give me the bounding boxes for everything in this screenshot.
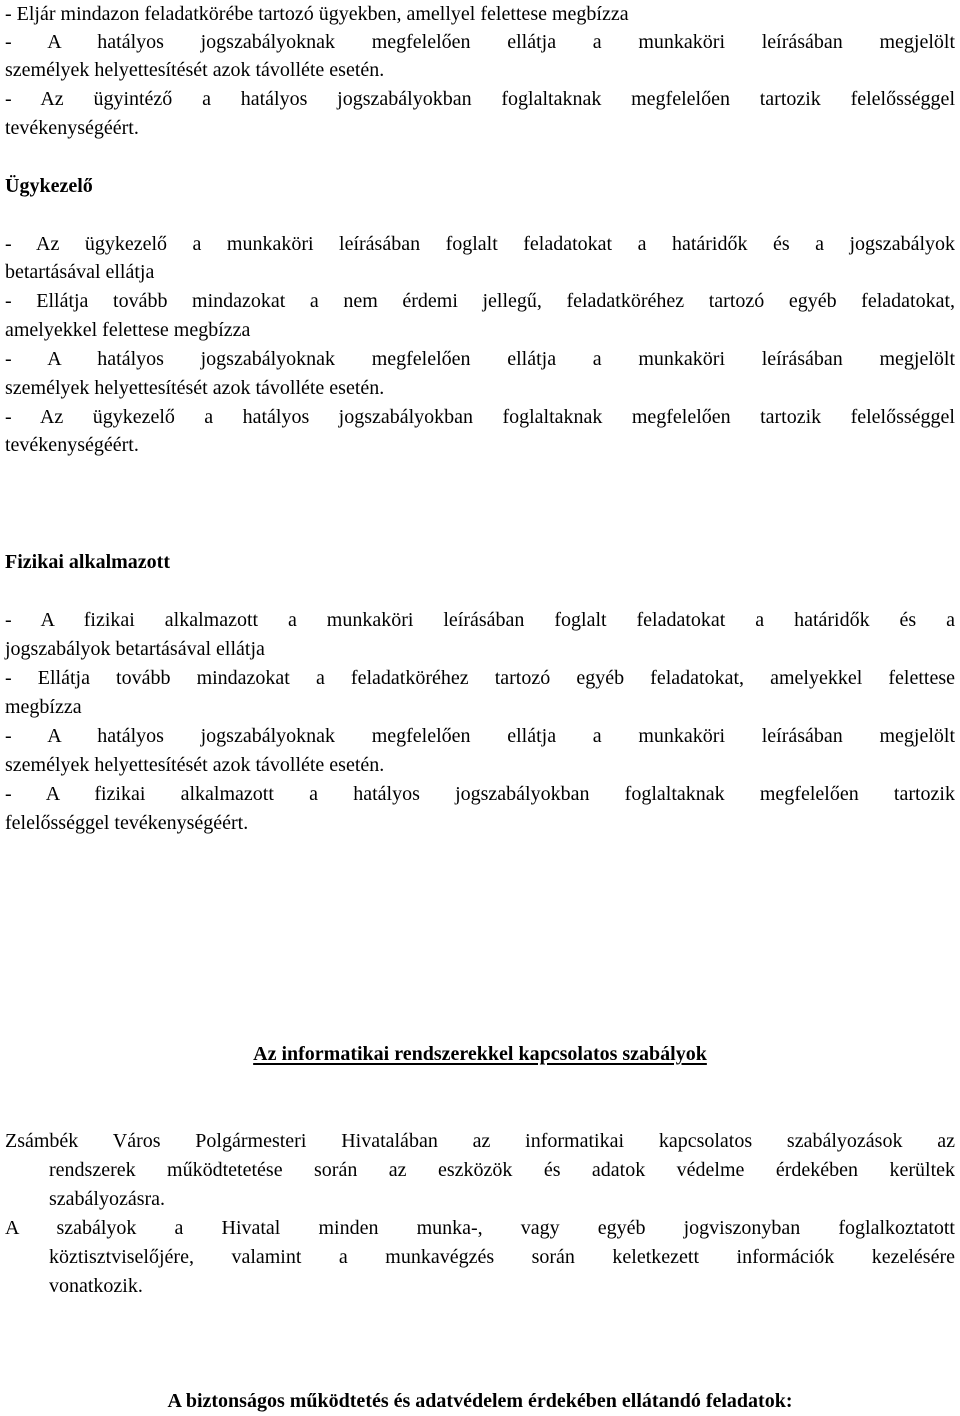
section-heading-biztonsagos-mukodtetes: A biztonságos működtetés és adatvédelem érdekében ellátandó feladatok: [167, 1390, 793, 1412]
paragraph-line: személyek helyettesítését azok távolléte esetén. [5, 59, 385, 81]
paragraph-line: Zsámbék Város Polgármesteri Hivatalában az informatikai kapcsolatos szabályozások az [5, 1130, 955, 1152]
section-heading-fizikai-alkalmazott: Fizikai alkalmazott [5, 551, 170, 573]
paragraph-line: jogszabályok betartásával ellátja [5, 638, 265, 660]
paragraph-line: tevékenységéért. [5, 434, 139, 456]
paragraph-line: köztisztviselőjére, valamint a munkavégzés során keletkezett információk kezelésére [49, 1246, 955, 1268]
paragraph-line: - A hatályos jogszabályoknak megfelelően ellátja a munkaköri leírásában megjelölt [5, 348, 955, 370]
paragraph-line: - Ellátja tovább mindazokat a feladatköréhez tartozó egyéb feladatokat, amelyekkel felettese [5, 667, 955, 689]
paragraph-line: személyek helyettesítését azok távolléte esetén. [5, 754, 385, 776]
paragraph-line: - Az ügykezelő a munkaköri leírásában foglalt feladatokat a határidők és a jogszabályok [5, 233, 955, 255]
paragraph-line: - A fizikai alkalmazott a hatályos jogszabályokban foglaltaknak megfelelően tartozik [5, 783, 955, 805]
paragraph-line: szabályozásra. [49, 1188, 166, 1210]
paragraph-line: - A fizikai alkalmazott a munkaköri leírásában foglalt feladatokat a határidők és a [5, 609, 955, 631]
paragraph-line: - Eljár mindazon feladatkörébe tartozó ügyekben, amellyel felettese megbízza [5, 3, 629, 25]
paragraph-line: személyek helyettesítését azok távolléte esetén. [5, 377, 385, 399]
section-heading-informatikai: Az informatikai rendszerekkel kapcsolatos szabályok [253, 1043, 707, 1065]
paragraph-line: - Az ügyintéző a hatályos jogszabályokban foglaltaknak megfelelően tartozik felelősséggel [5, 88, 955, 110]
paragraph-line: - A hatályos jogszabályoknak megfelelően ellátja a munkaköri leírásában megjelölt [5, 725, 955, 747]
paragraph-line: - Ellátja tovább mindazokat a nem érdemi jellegű, feladatköréhez tartozó egyéb feladatokat, [5, 290, 955, 312]
paragraph-line: vonatkozik. [49, 1275, 143, 1297]
paragraph-line: - A hatályos jogszabályoknak megfelelően ellátja a munkaköri leírásában megjelölt [5, 31, 955, 53]
paragraph-line: rendszerek működtetetése során az eszközök és adatok védelme érdekében kerültek [49, 1159, 955, 1181]
paragraph-line: - Az ügykezelő a hatályos jogszabályokban foglaltaknak megfelelően tartozik felelősséggel [5, 406, 955, 428]
paragraph-line: amelyekkel felettese megbízza [5, 319, 251, 341]
paragraph-line: felelősséggel tevékenységéért. [5, 812, 249, 834]
section-heading-ugykezelo: Ügykezelő [5, 175, 93, 197]
paragraph-line: betartásával ellátja [5, 261, 155, 283]
paragraph-line: megbízza [5, 696, 82, 718]
paragraph-line: tevékenységéért. [5, 117, 139, 139]
paragraph-line: A szabályok a Hivatal minden munka-, vagy egyéb jogviszonyban foglalkoztatott [5, 1217, 955, 1239]
